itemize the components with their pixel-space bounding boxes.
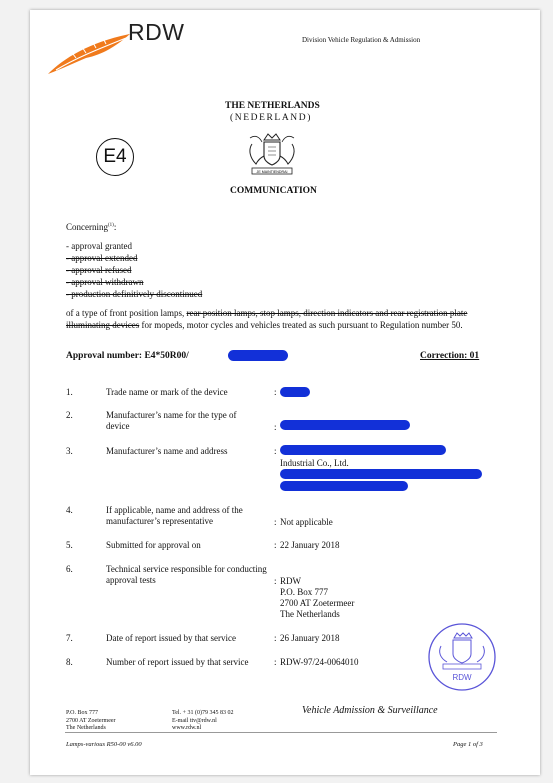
crest-motto: JE MAINTIENDRAI: [256, 170, 288, 174]
item-colon: :: [274, 422, 277, 432]
redaction-address-line-2: [280, 481, 408, 491]
footnote-marker: (1): [108, 223, 114, 228]
item-colon: :: [274, 633, 277, 643]
country-title: THE NETHERLANDS: [225, 101, 320, 111]
logo-text: RDW: [128, 19, 185, 45]
struck-device-list: rear position lamps, stop lamps, direction indicators and rear registration plate illuminating devices: [66, 308, 468, 330]
item-label-trade-name: Trade name or mark of the device: [106, 387, 228, 397]
footer-divider: [65, 732, 497, 733]
option-approval-withdrawn: - approval withdrawn: [66, 277, 144, 287]
item-label-report-number: Number of report issued by that service: [106, 657, 249, 667]
item-colon: :: [274, 446, 277, 456]
redaction-approval-number: [228, 350, 288, 361]
footer-contact: Tel. + 31 (0)79 345 83 02 E-mail ttv@rdw.nl www.rdw.nl: [172, 710, 234, 731]
stamp-text: RDW: [452, 673, 472, 682]
option-approval-extended: - approval extended: [66, 253, 138, 263]
item-colon: :: [274, 387, 277, 397]
item-number: 8.: [66, 657, 73, 667]
item-label-manufacturer-address: Manufacturer’s name and address: [106, 446, 228, 456]
item-colon: :: [274, 517, 277, 527]
submitted-date-value: 22 January 2018: [280, 540, 340, 550]
item-colon: :: [274, 657, 277, 667]
item-number: 2.: [66, 410, 73, 420]
item-number: 6.: [66, 564, 73, 574]
item-label-submitted-on: Submitted for approval on: [106, 540, 201, 550]
approval-number: Approval number: E4*50R00/: [66, 351, 189, 361]
footer-slogan: Vehicle Admission & Surveillance: [302, 705, 438, 716]
report-date-value: 26 January 2018: [280, 633, 340, 643]
document-page: [30, 10, 540, 775]
rdw-stamp-icon: [427, 622, 497, 692]
item-number: 7.: [66, 633, 73, 643]
communication-title: COMMUNICATION: [230, 186, 317, 196]
option-approval-refused: - approval refused: [66, 265, 132, 275]
concerning-label: Concerning$^{(1)}$:: [66, 222, 117, 232]
footer-address: P.O. Box 777 2700 AT Zoetermeer The Netherlands: [66, 710, 116, 731]
correction-number: Correction: 01: [420, 351, 480, 361]
e4-approval-mark: E4: [96, 138, 134, 176]
country-native-title: (NEDERLAND): [230, 113, 312, 123]
option-approval-granted: - approval granted: [66, 241, 132, 251]
representative-value: Not applicable: [280, 517, 333, 527]
option-production-discontinued: - production definitively discontinued: [66, 289, 203, 299]
item-label-representative: If applicable, name and address of the manufacturer’s representative: [106, 505, 243, 526]
page-number: Page 1 of 3: [453, 741, 483, 748]
division-name: Division Vehicle Regulation & Admission: [302, 36, 421, 44]
document-reference: Lamps-various R50-00 v6.00: [66, 741, 142, 748]
item-number: 4.: [66, 505, 73, 515]
item-label-technical-service: Technical service responsible for conducting approval tests: [106, 564, 267, 585]
item-colon: :: [274, 576, 277, 586]
item-number: 5.: [66, 540, 73, 550]
item-colon: :: [274, 540, 277, 550]
redaction-address-line-1: [280, 469, 482, 479]
item-number: 1.: [66, 387, 73, 397]
report-number-value: RDW-97/24-0064010: [280, 657, 359, 667]
coat-of-arms-icon: [244, 130, 300, 180]
item-label-report-date: Date of report issued by that service: [106, 633, 236, 643]
redaction-type-name: [280, 420, 410, 430]
technical-service-address: RDW P.O. Box 777 2700 AT Zoetermeer The Netherlands: [280, 576, 355, 619]
manufacturer-name-suffix: Industrial Co., Ltd.: [280, 458, 349, 468]
device-type-paragraph: of a type of front position lamps, rear position lamps, stop lamps, direction indicators and rear registration plate illuminating devices for mopeds, motor cycles and vehicles treated as such pursuant to Regulation number 50.: [66, 308, 468, 330]
item-label-manufacturer-type-name: Manufacturer’s name for the type of device: [106, 410, 237, 431]
redaction-manufacturer-name: [280, 445, 446, 455]
rdw-logo-feather-icon: [46, 28, 132, 76]
redaction-trade-name: [280, 387, 310, 397]
item-number: 3.: [66, 446, 73, 456]
